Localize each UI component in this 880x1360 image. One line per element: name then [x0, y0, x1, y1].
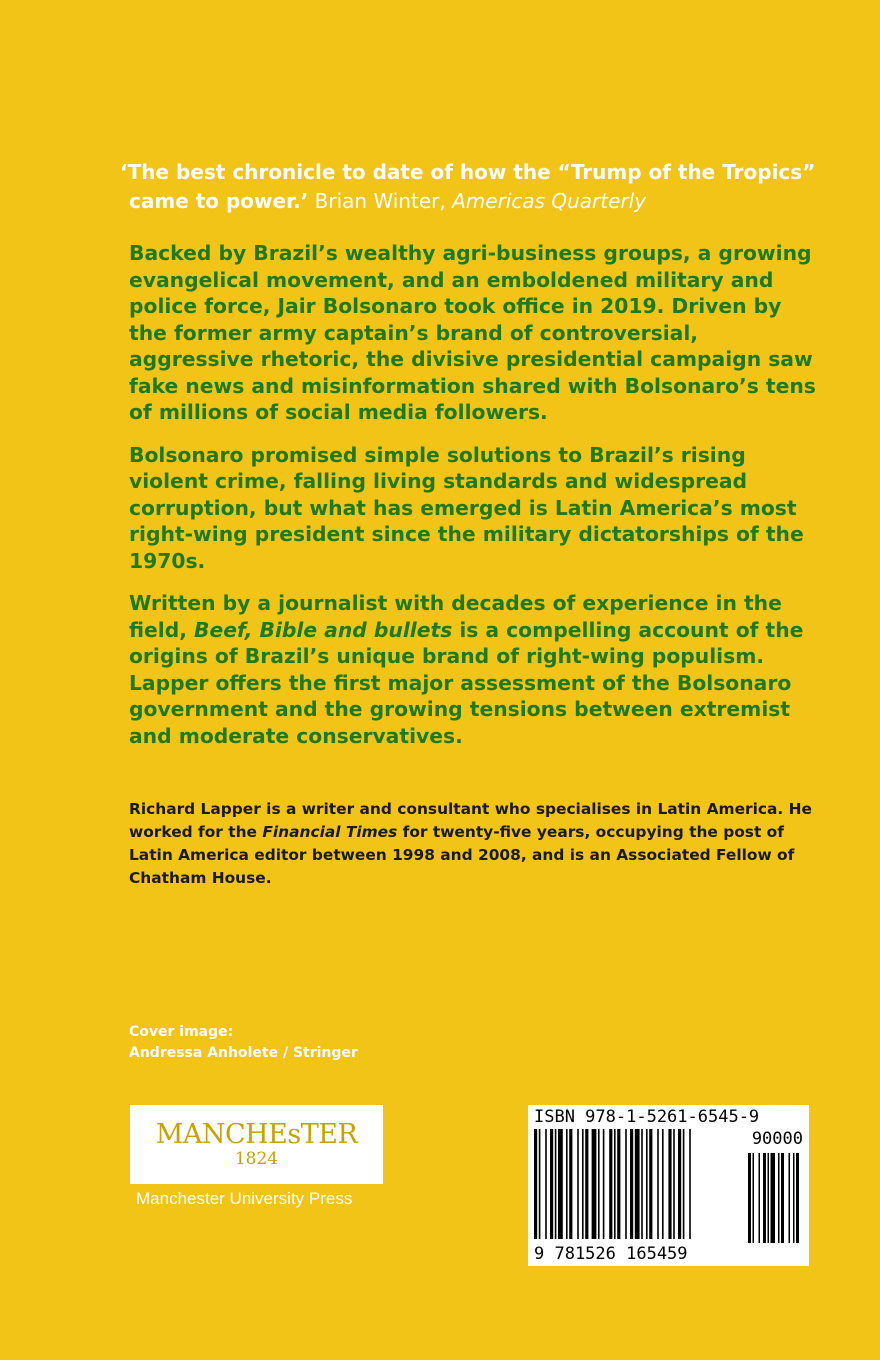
- barcode-bar: [545, 1129, 547, 1239]
- barcode-bar: [683, 1129, 685, 1239]
- cover-image-credit: [129, 1022, 529, 1064]
- book-blurb: [129, 240, 819, 765]
- barcode-bar: [577, 1129, 579, 1239]
- credit-label: Cover image:: [129, 1024, 234, 1040]
- barcode-bar: [566, 1129, 568, 1239]
- barcode-bar: [649, 1129, 652, 1239]
- publisher-logo: [130, 1105, 383, 1184]
- barcode-addon-bar: [759, 1153, 761, 1243]
- isbn-barcode: [528, 1105, 809, 1266]
- barcode-bar: [534, 1129, 537, 1239]
- barcode-bar: [635, 1129, 640, 1239]
- barcode-bar: [662, 1129, 664, 1239]
- barcode-bar: [689, 1129, 691, 1239]
- barcode-addon-bar: [793, 1153, 795, 1243]
- barcode-bar: [598, 1129, 600, 1239]
- logo-wordmark: MANCHEsTER: [155, 1119, 358, 1150]
- bio-publication: Financial Times: [262, 823, 398, 841]
- barcode-bar: [630, 1129, 633, 1239]
- publisher-name: Manchester University Press: [136, 1189, 353, 1208]
- review-quote: [120, 158, 820, 216]
- barcode-bar: [614, 1129, 616, 1239]
- barcode-addon-digits: 90000: [751, 1129, 803, 1149]
- barcode-bar: [657, 1129, 659, 1239]
- barcode-addon-bar: [789, 1153, 791, 1243]
- barcode-bar: [668, 1129, 671, 1239]
- barcode-addon-bar: [771, 1153, 776, 1243]
- barcode-addon-bar: [768, 1153, 770, 1243]
- logo-year: 1824: [234, 1149, 279, 1169]
- barcode-bar: [592, 1129, 597, 1239]
- barcode-bars: [534, 1129, 803, 1245]
- author-bio: Richard Lapper is a writer and consultant who specialises in Latin America. He worked for the Financial Times for twenty-five years, occupying the post of Latin America editor between 1998 and 2008, and is an Associated Fellow of Chatham House.: [129, 800, 812, 887]
- barcode-bar: [539, 1129, 541, 1239]
- blurb-paragraph-2: Bolsonaro promised simple solutions to Brazil’s rising violent crime, falling living standards and widespread corruption, but what has emerged is Latin America’s most right-wing president since the military dictatorships of the 1970s.: [129, 442, 804, 573]
- barcode-addon-bar: [748, 1153, 751, 1243]
- quote-attribution-source: Americas Quarterly: [452, 189, 647, 213]
- barcode-bar: [609, 1129, 612, 1239]
- isbn-label: ISBN 978-1-5261-6545-9: [534, 1107, 760, 1127]
- blurb-paragraph-3: Written by a journalist with decades of experience in the field, Beef, Bible and bullets is a compelling account of the origins of Brazil’s unique brand of right-wing populism. Lapper offers the first major assessment of the Bolsonaro government and the growing tensions between extremist and moderate conservatives.: [129, 591, 804, 748]
- barcode-bar: [603, 1129, 605, 1239]
- barcode-addon-bar: [778, 1153, 780, 1243]
- barcode-bar: [617, 1129, 620, 1239]
- barcode-bar: [641, 1129, 643, 1239]
- quote-attribution-name: Brian Winter,: [314, 189, 446, 213]
- barcode-bar: [646, 1129, 648, 1239]
- barcode-addon-bar: [753, 1153, 755, 1243]
- barcode-bar: [678, 1129, 681, 1239]
- barcode-addon-bar: [781, 1153, 784, 1243]
- blurb-paragraph-1: Backed by Brazil’s wealthy agri-business groups, a growing evangelical movement, and an emboldened military and police force, Jair Bolsonaro took office in 2019. Driven by the former army captain’s brand of controversial, aggressive rhetoric, the divisive presidential campaign saw fake news and misinformation shared with Bolsonaro’s tens of millions of social media followers.: [129, 241, 816, 424]
- quote-text: ‘The best chronicle to date of how the “Trump of the Tropics” came to power.’: [120, 160, 816, 213]
- book-title: Beef, Bible and bullets: [194, 617, 453, 642]
- barcode-bar: [625, 1129, 627, 1239]
- barcode-bar: [569, 1129, 572, 1239]
- barcode-bar: [585, 1129, 588, 1239]
- barcode-addon-bar: [763, 1153, 766, 1243]
- barcode-addon-bar: [796, 1153, 799, 1243]
- barcode-bar: [582, 1129, 584, 1239]
- credit-value: Andressa Anholete / Stringer: [129, 1045, 358, 1061]
- barcode-bar: [558, 1129, 563, 1239]
- barcode-digits: 9 781526 165459: [534, 1244, 688, 1264]
- barcode-bar: [550, 1129, 553, 1239]
- barcode-bar: [555, 1129, 557, 1239]
- barcode-bar: [673, 1129, 675, 1239]
